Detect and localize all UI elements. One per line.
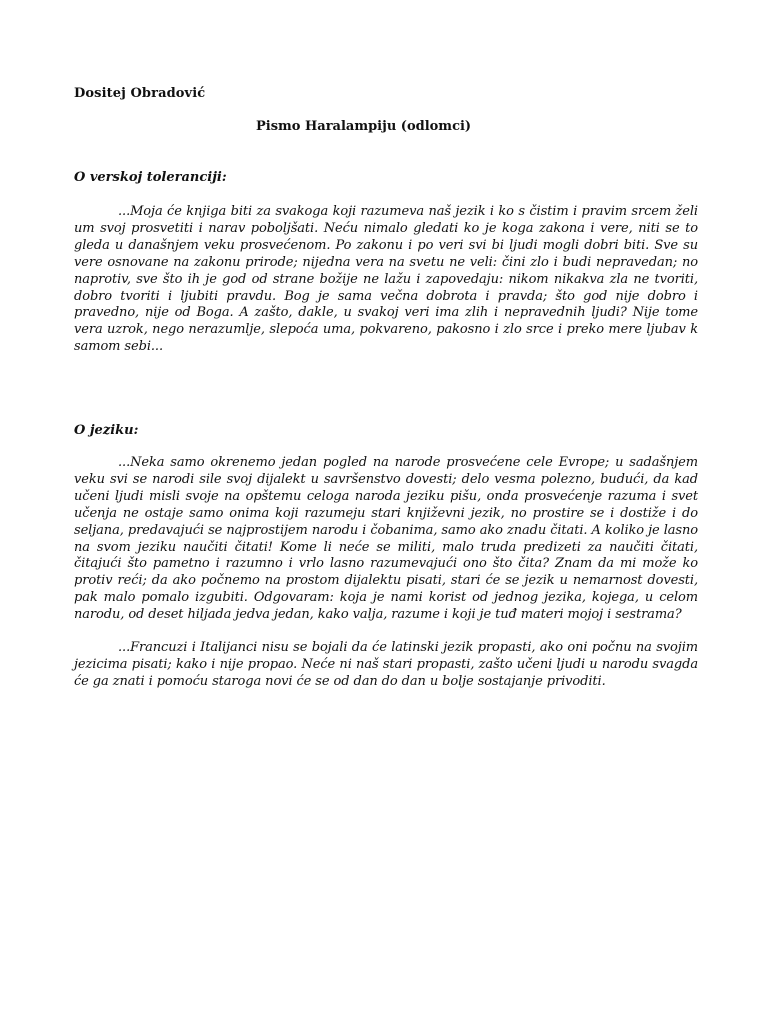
section-heading-language: O jeziku: bbox=[74, 423, 139, 438]
paragraph-language-2: ...Francuzi i Italijanci nisu se bojali da će latinski jezik propasti, ako oni počnu na svojim jezicima pisati; kako i nije propao. Neće ni naš stari propasti, zašto učeni ljudi u narodu svagda će ga znati i pomoću staroga novi će se od dan do dan u bolje sostajanje privoditi. bbox=[74, 640, 698, 689]
paragraph-tolerance: ...Moja će knjiga biti za svakoga koji razumeva naš jezik i ko s čistim i pravim srcem želi um svoj prosvetiti i narav poboljšati. Neću nimalo gledati ko je koga zakona i vere, niti se to gleda u današnjem veku prosvećenom. Po zakonu i po veri svi bi ljudi mogli dobri biti. Sve su vere osnovane na zakonu prirode; nijedna vera na svetu ne veli: čini zlo i budi nepravedan; no naprotiv, sve što ih je god od strane božije ne lažu i zapovedaju: nikom nikakva zla ne tvoriti, dobro tvoriti i ljubiti pravdu. Bog je sama večna dobrota i pravda; što god nije dobro i pravedno, nije od Boga. A zašto, dakle, u svakoj veri ima zlih i nepravednih ljudi? Nije tome vera uzrok, nego nerazumlje, slepoća uma, pokvareno, pakosno i zlo srce i preko mere ljubav k samom sebi... bbox=[74, 204, 698, 355]
document-title: Pismo Haralampiju (odlomci) bbox=[256, 119, 472, 134]
section-heading-tolerance: O verskoj toleranciji: bbox=[74, 170, 227, 185]
author-name: Dositej Obradović bbox=[74, 86, 206, 101]
paragraph-language-1: ...Neka samo okrenemo jedan pogled na narode prosvećene cele Evrope; u sadašnjem veku svi se narodi sile svoj dijalekt u savršenstvo dovesti; delo vesma polezno, budući, da kad učeni ljudi misli svoje na opštemu celoga naroda jeziku pišu, onda prosvećenje razuma i svet učenja ne ostaje samo onima koji razumeju stari književni jezik, no prostire se i dostiže i do seljana, predavajući se najprostijem narodu i čobanima, samo ako znadu čitati. A koliko je lasno na svom jeziku naučiti čitati! Kome li neće se militi, malo truda predizeti za naučiti čitati, čitajući što pametno i razumno i vrlo lasno razumevajući ono što čita? Znam da mi može ko protiv reći; da ako počnemo na prostom dijalektu pisati, stari će se jezik u nemarnost dovesti, pak malo pomalo izgubiti. Odgovaram: koja je nami korist od jednog jezika, kojega, u celom narodu, od deset hiljada jedva jedan, kako valja, razume i koji je tuđ materi mojoj i sestrama? bbox=[74, 455, 698, 623]
